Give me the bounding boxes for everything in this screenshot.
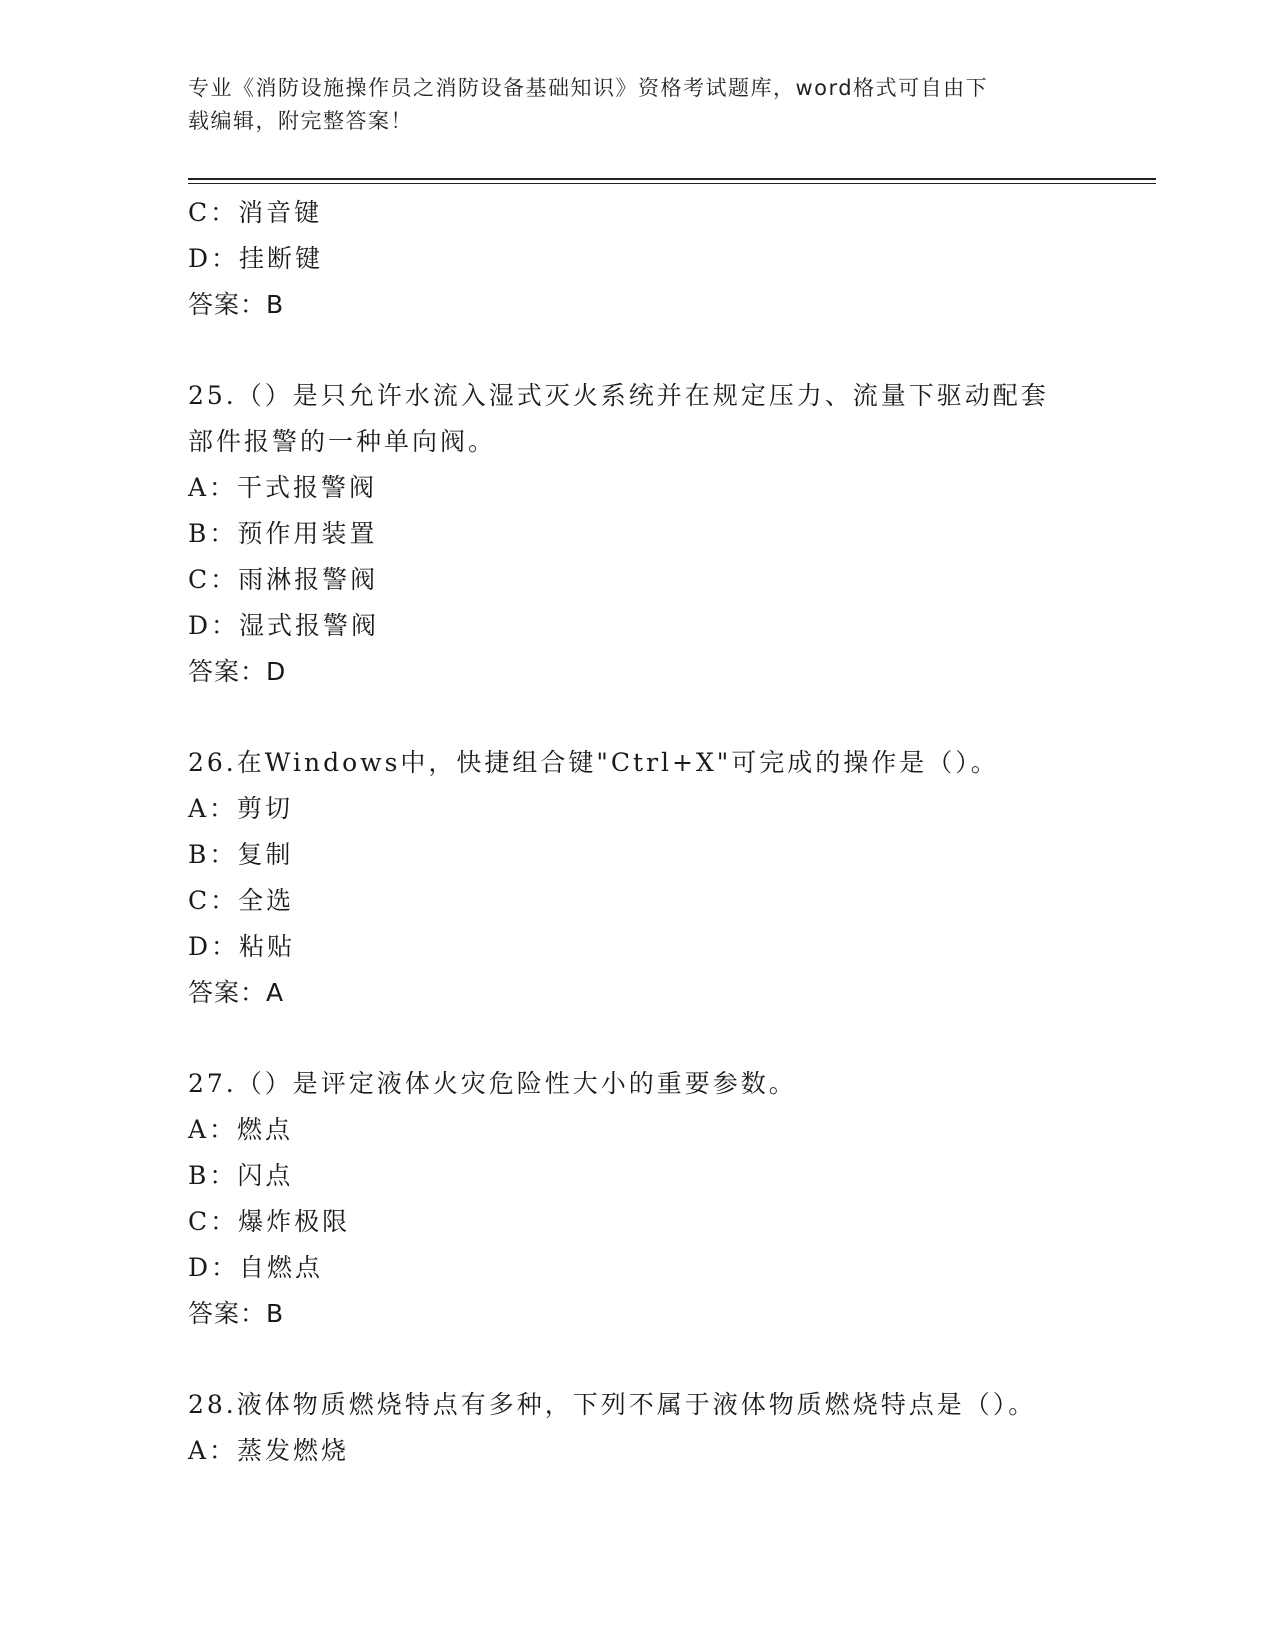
question-stem: 26.在Windows中，快捷组合键"Ctrl+X"可完成的操作是（）。 — [188, 748, 999, 777]
answer-line: 答案：B — [188, 290, 285, 319]
question-stem: 28.液体物质燃烧特点有多种，下列不属于液体物质燃烧特点是（）。 — [188, 1390, 1037, 1419]
option-a: A：剪切 — [188, 794, 294, 823]
option-b: B：预作用装置 — [188, 519, 378, 548]
question-28 — [188, 1382, 1148, 1474]
answer-line: 答案：D — [188, 657, 287, 686]
spacer — [188, 1016, 1148, 1061]
header-divider-thin — [188, 183, 1156, 184]
header-line-2: 载编辑，附完整答案！ — [188, 109, 413, 133]
question-27 — [188, 1061, 1148, 1337]
question-stem: 25.（）是只允许水流入湿式灭火系统并在规定压力、流量下驱动配套 — [188, 381, 1049, 410]
option-a: A：燃点 — [188, 1115, 294, 1144]
question-25 — [188, 373, 1148, 695]
header-divider-thick — [188, 178, 1156, 180]
document-header — [188, 72, 1068, 138]
option-d: D：挂断键 — [188, 244, 324, 273]
answer-line: 答案：A — [188, 978, 285, 1007]
option-d: D：自燃点 — [188, 1253, 324, 1282]
option-c: C：消音键 — [188, 198, 323, 227]
question-list — [188, 190, 1148, 1474]
option-a: A：干式报警阀 — [188, 473, 378, 502]
option-d: D：湿式报警阀 — [188, 611, 380, 640]
spacer — [188, 695, 1148, 740]
question-stem: 部件报警的一种单向阀。 — [188, 427, 497, 456]
question-26 — [188, 740, 1148, 1016]
spacer — [188, 1337, 1148, 1382]
option-c: C：雨淋报警阀 — [188, 565, 379, 594]
continued-question-24 — [188, 190, 1148, 328]
question-stem: 27.（）是评定液体火灾危险性大小的重要参数。 — [188, 1069, 797, 1098]
header-line-1: 专业《消防设施操作员之消防设备基础知识》资格考试题库，word格式可自由下 — [188, 76, 989, 100]
spacer — [188, 328, 1148, 373]
option-c: C：全选 — [188, 886, 295, 915]
option-d: D：粘贴 — [188, 932, 296, 961]
option-c: C：爆炸极限 — [188, 1207, 351, 1236]
answer-line: 答案：B — [188, 1299, 285, 1328]
option-a: A：蒸发燃烧 — [188, 1436, 350, 1465]
option-b: B：复制 — [188, 840, 294, 869]
option-b: B：闪点 — [188, 1161, 294, 1190]
